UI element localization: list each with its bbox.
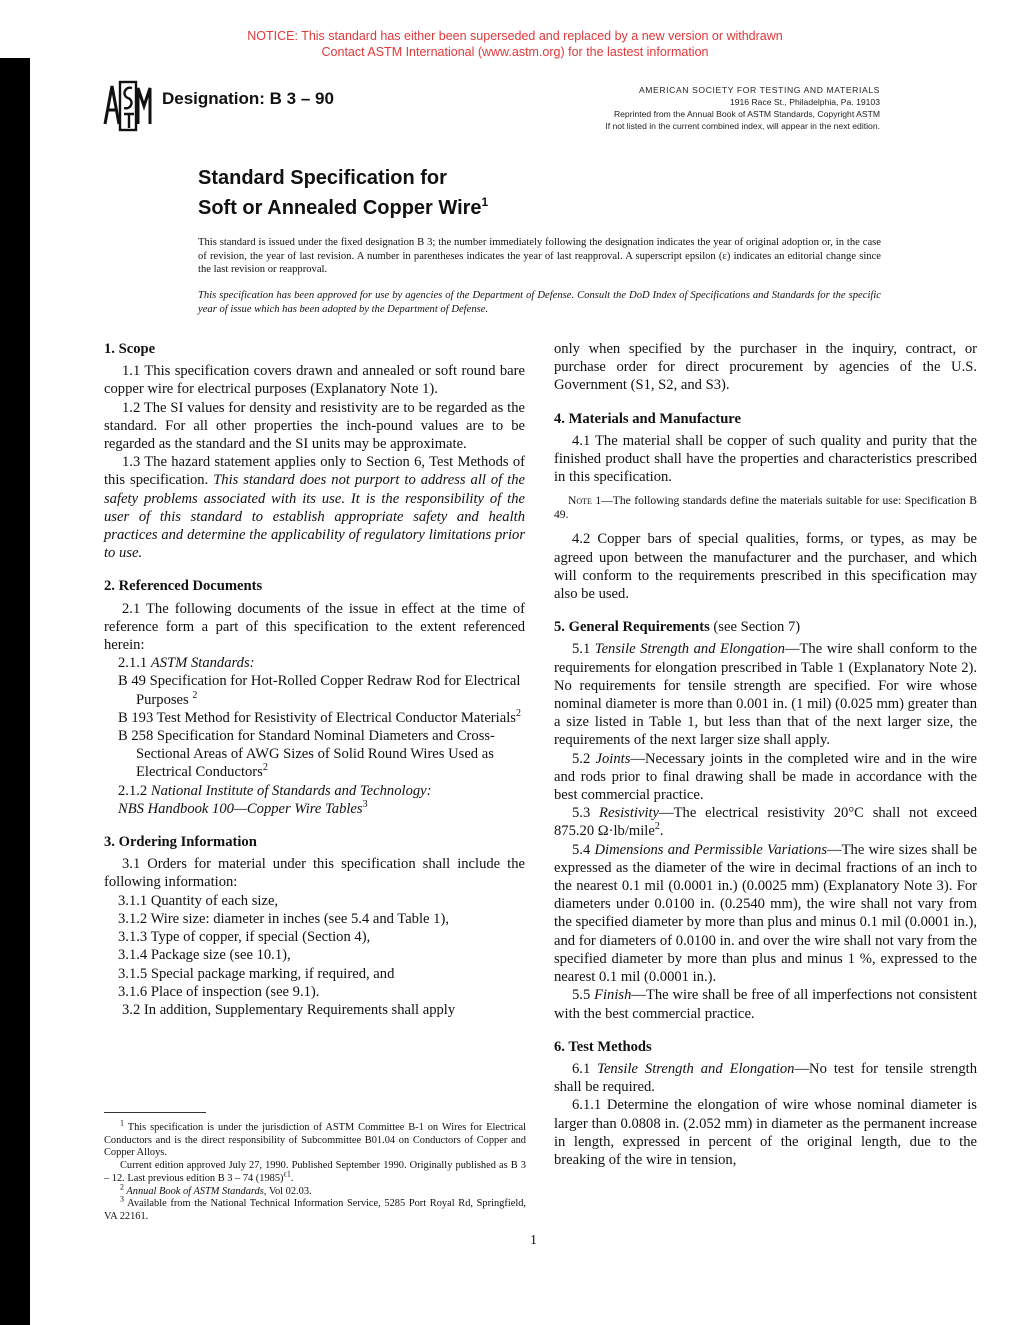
society-name: AMERICAN SOCIETY FOR TESTING AND MATERIALS — [638, 85, 880, 95]
left-column — [104, 340, 525, 1019]
list-item: 3.1.2 Wire size: diameter in inches (see 5.4 and Table 1), — [118, 910, 449, 927]
safety-statement: This standard does not purport to address all of the safety problems associated with its use. It is the responsibility of the user of this standard to establish appropriate safety and health practices and determine the applicability of regulatory limitations prior to use. — [104, 472, 525, 562]
ref-b258: B 258 Specification for Standard Nominal Diameters and Cross-Sectional Areas of AWG Sizes of Solid Round Wires Used as Electrical Conductors$^2$ — [118, 728, 495, 781]
document-title — [198, 163, 488, 223]
footnote-1: $^1$ This specification is under the jurisdiction of ASTM Committee B-1 on Wires for Electrical Conductors and is the direct responsibility of Subcommittee B01.04 on Conductors of Copper and Copper Alloys. — [104, 1118, 526, 1159]
list-item: 3.1.3 Type of copper, if special (Section 4), — [118, 929, 371, 946]
para-5-4: 5.4 Dimensions and Permissible Variations—The wire sizes shall be expressed as the diameter of the wire in decimal fractions of an inch to the nearest 0.1 mil (0.0001 in.) (0.0025 mm) (Explanatory Note 3). For diameters under 0.0100 in. (0.2540 mm), the wire shall not vary from the specified diameter by more than plus and minus 0.1 mil (0.0001 in.), and for diameters of 0.0100 in. and over the wire shall not vary from the specified diameter by more than plus and minus 1 %, expressed to the nearest 0.1 mil (0.0001 in.). — [554, 841, 978, 986]
ref-nbs-handbook: NBS Handbook 100—Copper Wire Tables$^3$ — [118, 799, 368, 817]
para-3-2: 3.2 In addition, Supplementary Requirements shall apply — [122, 1001, 456, 1018]
para-2-1: 2.1 The following documents of the issue in effect at the time of reference form a part of this specification to the extent referenced herein: — [104, 600, 525, 654]
footnote-1-edition: Current edition approved July 27, 1990. Published September 1990. Originally published as B 3 – 12. Last previous edition B 3 – 74 $(1985)^{\varepsilon 1}$. — [104, 1160, 526, 1184]
society-header — [520, 84, 880, 132]
title-line-1: Standard Specification for — [198, 167, 447, 189]
para-2-1-2: 2.1.2 National Institute of Standards and Technology: — [118, 782, 432, 799]
para-6-1-1: 6.1.1 Determine the elongation of wire whose nominal diameter is larger than 0.0808 in. (2.052 mm) in diameter as the permanent increase in length, expressed in percent of the original length, due to the breaking of the wire in tension, — [554, 1097, 977, 1168]
ref-b193: B 193 Test Method for Resistivity of Electrical Conductor Materials$^2$ — [118, 708, 521, 726]
para-5-5: 5.5 Finish—The wire shall be free of all imperfections not consistent with the best commercial practice. — [554, 987, 978, 1022]
section-2-heading: 2. Referenced Documents — [104, 578, 263, 595]
society-address: 1916 Race St., Philadelphia, Pa. 19103 — [729, 97, 880, 107]
para-3-2-continued: only when specified by the purchaser in the inquiry, contract, or purchase order for direct procurement by agencies of the U.S. Government (S1, S2, and S3). — [554, 341, 977, 394]
title-footnote-mark: 1 — [481, 195, 489, 209]
list-item: 3.1.4 Package size (see 10.1), — [118, 947, 291, 964]
para-4-2: 4.2 Copper bars of special qualities, forms, or types, as may be agreed upon between the manufacturer and the purchaser, and which will conform to the requirements prescribed in this specification may also be used. — [554, 531, 977, 603]
section-4-heading: 4. Materials and Manufacture — [554, 410, 741, 427]
left-margin-bar — [0, 58, 30, 1325]
astm-logo-icon — [102, 80, 154, 132]
para-1-2: 1.2 The SI values for density and resistivity are to be regarded as the standard. For all other properties the inch-pound values are to be regarded as the standard and the SI units may be approximate. — [104, 399, 525, 453]
para-4-1: 4.1 The material shall be copper of such quality and purity that the finished product shall have the properties and characteristics prescribed in this specification. — [554, 432, 977, 486]
right-column — [554, 340, 977, 1169]
section-1-heading: 1. Scope — [104, 341, 156, 357]
section-5-heading: 5. General Requirements (see Section 7) — [554, 619, 801, 636]
notice-banner — [0, 28, 1030, 60]
dod-statement: This specification has been approved for use by agencies of the Department of Defense. Consult the DoD Index of Specifications and Standards for the specific year of issue which has been adopted by the Department of Defense. — [198, 290, 881, 315]
footnote-divider — [104, 1112, 206, 1113]
footnote-3: $^3$ Available from the National Technical Information Service, 5285 Port Royal Rd, Springfield, VA 22161. — [104, 1194, 526, 1222]
list-item: 3.1.5 Special package marking, if required, and — [118, 965, 395, 982]
list-item: 3.1.1 Quantity of each size, — [118, 892, 279, 909]
designation: Designation: B 3 – 90 — [162, 89, 334, 108]
issued-statement: This standard is issued under the fixed designation B 3; the number immediately following the designation indicates the year of original adoption or, in the case of revision, the year of last revision. A number in parentheses indicates the year of last reapproval. A superscript epsilon (ε) indicates an editorial change since the last revision or reapproval. — [198, 237, 881, 275]
para-6-1: 6.1 Tensile Strength and Elongation—No test for tensile strength shall be required. — [554, 1060, 977, 1096]
page-number: 1 — [530, 1233, 537, 1248]
para-1-3: 1.3 The hazard statement applies only to Section 6, Test Methods of this specification. This standard does not purport to address all of the safety problems associated with its use. It is the responsibility of the user of this standard to establish appropriate safety and health practices and determine the applicability of regulatory limitations prior to use. — [104, 454, 525, 562]
para-5-2: 5.2 Joints—Necessary joints in the completed wire and in the wire and rods prior to final drawing shall be made in accordance with the best commercial practice. — [554, 750, 977, 804]
para-5-3: 5.3 Resistivity—The electrical resistivity 20°C shall not exceed 875.20 Ω·lb/mile$^2$. — [554, 805, 977, 840]
footnotes — [104, 1118, 526, 1224]
section-3-heading: 3. Ordering Information — [104, 834, 257, 851]
para-2-1-1: 2.1.1 ASTM Standards: — [118, 655, 255, 672]
reprint-note: Reprinted from the Annual Book of ASTM Standards, Copyright ASTM — [613, 109, 880, 119]
notice-line-2: Contact ASTM International (www.astm.org) for the lastest information — [321, 45, 709, 59]
notice-line-1: NOTICE: This standard has either been superseded and replaced by a new version or withdrawn — [247, 29, 783, 43]
para-3-1: 3.1 Orders for material under this specification shall include the following information: — [104, 856, 525, 891]
note-1: Note 1—The following standards define the materials suitable for use: Specification B 49. — [554, 494, 977, 522]
index-note: If not listed in the current combined index, will appear in the next edition. — [605, 121, 880, 131]
ref-b49: B 49 Specification for Hot-Rolled Copper Redraw Rod for Electrical Purposes $^2$ — [118, 673, 521, 708]
list-item: 3.1.6 Place of inspection (see 9.1). — [118, 983, 320, 1000]
para-1-1: 1.1 This specification covers drawn and annealed or soft round bare copper wire for electrical purposes (Explanatory Note 1). — [104, 363, 525, 398]
footnote-2: $^2$ Annual Book of ASTM Standards, Vol 02.03. — [120, 1182, 312, 1197]
para-5-1: 5.1 Tensile Strength and Elongation—The wire shall conform to the requirements for elongation prescribed in Table 1 (Explanatory Note 2). No requirements for tensile strength are specified. For wire whose nominal diameter is more than 0.001 in. (1 mil) (0.025 mm) greater than a size listed in Table 1, but less than that of the next larger size, the requirements of the next larger size shall apply. — [554, 641, 978, 749]
section-6-heading: 6. Test Methods — [554, 1038, 652, 1055]
title-line-2: Soft or Annealed Copper Wire$^1$ — [198, 195, 489, 219]
